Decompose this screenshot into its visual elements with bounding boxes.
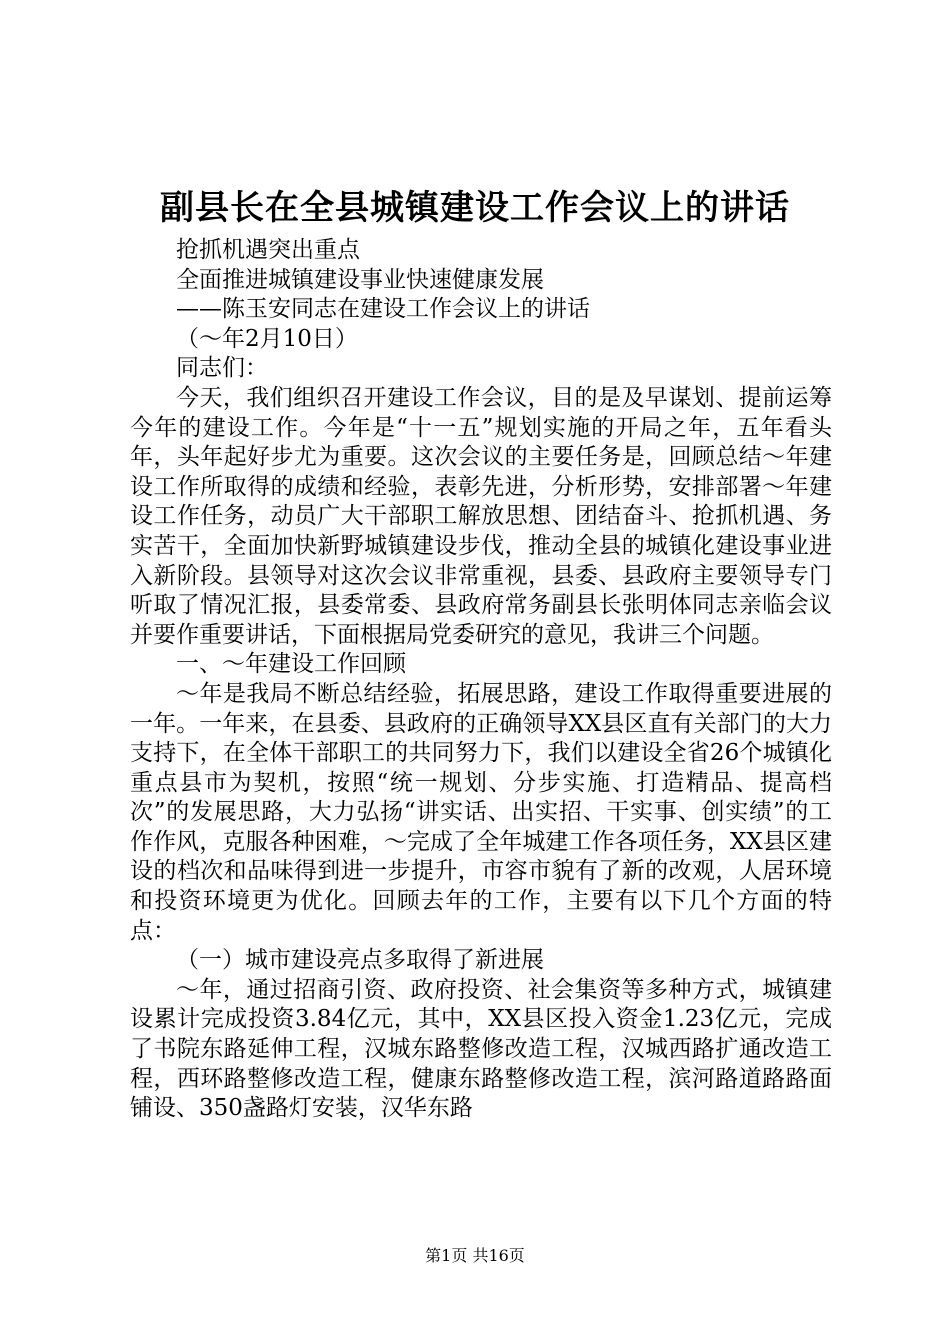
salutation: 同志们： — [176, 355, 268, 382]
document-body — [130, 236, 832, 1124]
subtitle-line-2: 全面推进城镇建设事业快速健康发展 — [176, 266, 544, 293]
date-line: （～年2月10日） — [176, 325, 358, 352]
subtitle-line-1: 抢抓机遇突出重点 — [176, 237, 360, 263]
page-footer: 第1页 共16页 — [425, 1246, 525, 1265]
document-title: 副县长在全县城镇建设工作会议上的讲话 — [160, 188, 790, 228]
section-heading: 一、～年建设工作回顾 — [176, 651, 406, 678]
body-paragraph: ～年，通过招商引资、政府投资、社会集资等多种方式，城镇建设累计完成投资3.84亿元，其中，XX县区投入资金1.23亿元，完成了书院东路延伸工程，汉城东路整修改造工程，汉城西路扩通改造工程，西环路整修改造工程，健康东路整修改造工程，滨河路道路路面铺设、350盏路灯安装，汉华东路 — [130, 976, 832, 1122]
subsection-heading: （一）城市建设亮点多取得了新进展 — [176, 947, 544, 974]
body-paragraph: ～年是我局不断总结经验，拓展思路，建设工作取得重要进展的一年。一年来，在县委、县政府的正确领导XX县区直有关部门的大力支持下，在全体干部职工的共同努力下，我们以建设全省26个城镇化重点县市为契机，按照“统一规划、分步实施、打造精品、提高档次”的发展思路，大力弘扬“讲实话、出实招、干实事、创实绩”的工作作风，克服各种困难，～完成了全年城建工作各项任务，XX县区建设的档次和品味得到进一步提升，市容市貌有了新的改观，人居环境和投资环境更为优化。回顾去年的工作，主要有以下几个方面的特点： — [130, 680, 832, 944]
body-paragraph: 今天，我们组织召开建设工作会议，目的是及早谋划、提前运筹今年的建设工作。今年是“十一五”规划实施的开局之年，五年看头年，头年起好步尤为重要。这次会议的主要任务是，回顾总结～年建设工作所取得的成绩和经验，表彰先进，分析形势，安排部署～年建设工作任务，动员广大干部职工解放思想、团结奋斗、抢抓机遇、务实苦干，全面加快新野城镇建设步伐，推动全县的城镇化建设事业进入新阶段。县领导对这次会议非常重视，县委、县政府主要领导专门听取了情况汇报，县委常委、县政府常务副县长张明体同志亲临会议并要作重要讲话，下面根据局党委研究的意见，我讲三个问题。 — [130, 384, 832, 648]
speaker-line: ——陈玉安同志在建设工作会议上的讲话 — [176, 296, 590, 323]
